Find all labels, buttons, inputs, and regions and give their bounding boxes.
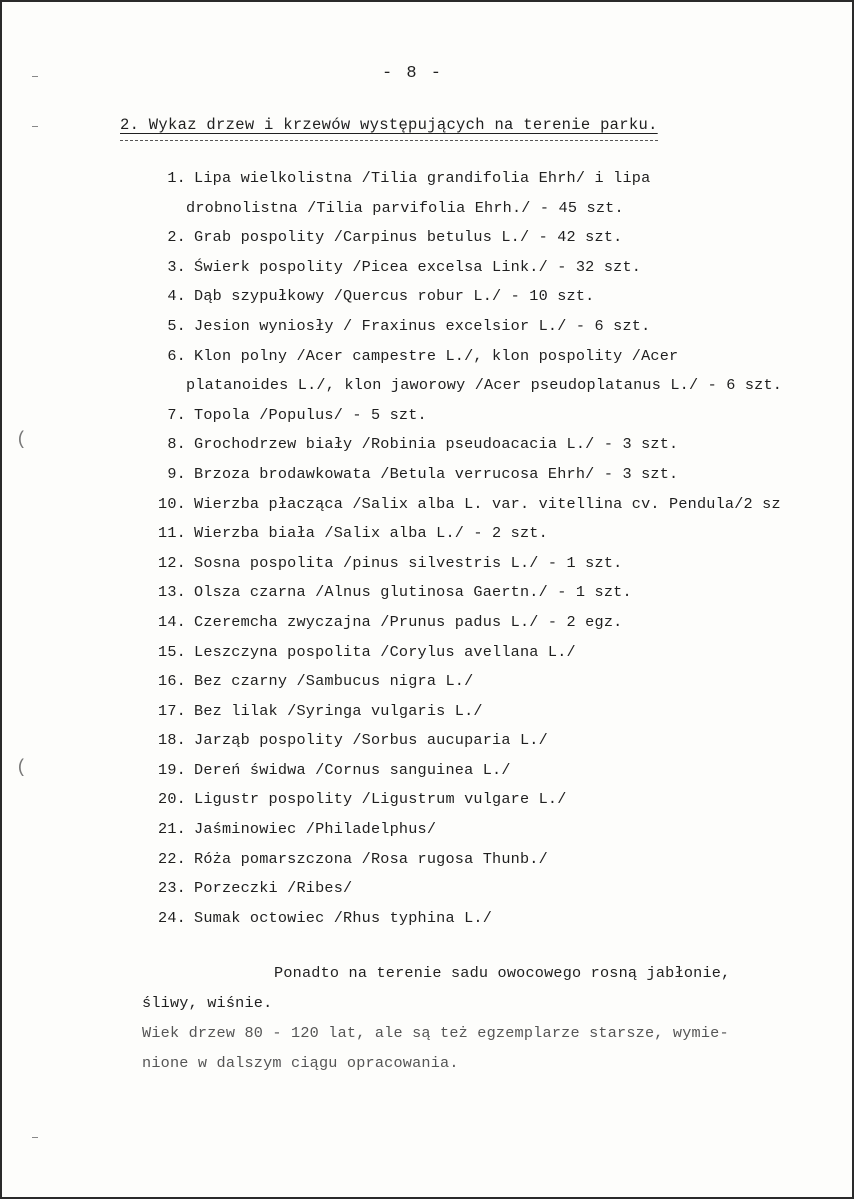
list-item xyxy=(142,519,852,549)
species-list xyxy=(142,164,852,933)
item-number: 10. xyxy=(158,494,186,513)
margin-tick xyxy=(32,76,38,77)
list-item-continuation: platanoides L./, klon jaworowy /Acer pseudoplatanus L./ - 6 szt. xyxy=(186,376,783,395)
list-item xyxy=(142,608,852,638)
item-text: Dereń świdwa /Cornus sanguinea L./ xyxy=(194,760,511,779)
closing-paragraph xyxy=(142,958,822,1078)
item-number: 22. xyxy=(158,849,186,868)
list-item xyxy=(142,726,852,756)
list-item xyxy=(142,697,852,727)
item-text: Bez lilak /Syringa vulgaris L./ xyxy=(194,701,483,720)
item-text: Bez czarny /Sambucus nigra L./ xyxy=(194,672,474,691)
list-item xyxy=(142,312,852,342)
margin-tick xyxy=(32,126,38,127)
item-text: Czeremcha zwyczajna /Prunus padus L./ - 2 egz. xyxy=(194,612,623,631)
item-number: 24. xyxy=(158,908,186,927)
list-item xyxy=(142,904,852,934)
item-number: 13. xyxy=(158,583,186,602)
list-item xyxy=(142,253,852,283)
item-number: 15. xyxy=(158,642,186,661)
section-title: 2. Wykaz drzew i krzewów występujących na terenie parku. xyxy=(120,116,658,141)
item-text: Brzoza brodawkowata /Betula verrucosa Ehrh/ - 3 szt. xyxy=(194,464,679,483)
item-number: 12. xyxy=(158,553,186,572)
list-item xyxy=(142,401,852,431)
item-text: Róża pomarszczona /Rosa rugosa Thunb./ xyxy=(194,849,548,868)
punch-hole-mark: ( xyxy=(16,758,27,778)
item-text: Jesion wyniosły / Fraxinus excelsior L./ - 6 szt. xyxy=(194,316,651,335)
item-number: 7. xyxy=(167,405,186,424)
item-number: 2. xyxy=(167,228,186,247)
item-number: 23. xyxy=(158,879,186,898)
list-item xyxy=(142,785,852,815)
item-text: Sosna pospolita /pinus silvestris L./ - 1 szt. xyxy=(194,553,623,572)
list-item xyxy=(142,342,852,372)
page-number: - 8 - xyxy=(382,64,444,83)
list-item xyxy=(142,460,852,490)
item-text: Jaśminowiec /Philadelphus/ xyxy=(194,820,437,839)
item-text: Olsza czarna /Alnus glutinosa Gaertn./ - 1 szt. xyxy=(194,583,632,602)
list-item xyxy=(142,874,852,904)
item-number: 19. xyxy=(158,760,186,779)
list-item xyxy=(142,164,852,194)
item-text: Wierzba biała /Salix alba L./ - 2 szt. xyxy=(194,524,548,543)
list-item xyxy=(142,282,852,312)
item-text: Jarząb pospolity /Sorbus aucuparia L./ xyxy=(194,731,548,750)
list-item xyxy=(142,638,852,668)
paragraph-line: śliwy, wiśnie. xyxy=(142,994,273,1012)
item-number: 3. xyxy=(167,257,186,276)
item-number: 6. xyxy=(167,346,186,365)
item-number: 20. xyxy=(158,790,186,809)
list-item xyxy=(142,756,852,786)
item-text: Leszczyna pospolita /Corylus avellana L./ xyxy=(194,642,576,661)
item-text: Grab pospolity /Carpinus betulus L./ - 42 szt. xyxy=(194,228,623,247)
item-text: Świerk pospolity /Picea excelsa Link./ - 32 szt. xyxy=(194,257,642,276)
item-text: Wierzba płacząca /Salix alba L. var. vitellina cv. Pendula/2 sz xyxy=(194,494,781,513)
item-text: Ligustr pospolity /Ligustrum vulgare L./ xyxy=(194,790,567,809)
list-item-continuation: drobnolistna /Tilia parvifolia Ehrh./ - 45 szt. xyxy=(186,198,624,217)
item-text: Porzeczki /Ribes/ xyxy=(194,879,353,898)
list-item xyxy=(142,223,852,253)
list-item xyxy=(142,578,852,608)
item-number: 16. xyxy=(158,672,186,691)
paragraph-line: nione w dalszym ciągu opracowania. xyxy=(142,1054,459,1072)
paragraph-line: Ponadto na terenie sadu owocowego rosną jabłonie, xyxy=(274,964,731,982)
item-text: Dąb szypułkowy /Quercus robur L./ - 10 szt. xyxy=(194,287,595,306)
item-number: 14. xyxy=(158,612,186,631)
item-number: 21. xyxy=(158,820,186,839)
item-number: 5. xyxy=(167,316,186,335)
item-text: Lipa wielkolistna /Tilia grandifolia Ehrh/ i lipa xyxy=(194,169,651,187)
item-number: 9. xyxy=(167,464,186,483)
list-item xyxy=(142,815,852,845)
item-text: Grochodrzew biały /Robinia pseudoacacia L./ - 3 szt. xyxy=(194,435,679,454)
item-number: 17. xyxy=(158,701,186,720)
margin-tick xyxy=(32,1137,38,1138)
list-item xyxy=(142,430,852,460)
item-number: 4. xyxy=(167,287,186,306)
item-text: Topola /Populus/ - 5 szt. xyxy=(194,405,427,424)
item-number: 8. xyxy=(167,435,186,454)
list-item xyxy=(142,490,852,520)
item-number: 18. xyxy=(158,731,186,750)
item-number: 1. xyxy=(167,169,186,187)
item-number: 11. xyxy=(158,524,186,543)
item-text: Sumak octowiec /Rhus typhina L./ xyxy=(194,908,493,927)
list-item xyxy=(142,549,852,579)
punch-hole-mark: ( xyxy=(16,430,27,450)
list-item xyxy=(142,667,852,697)
paragraph-line: Wiek drzew 80 - 120 lat, ale są też egzemplarze starsze, wymie- xyxy=(142,1024,729,1042)
list-item xyxy=(142,845,852,875)
item-text: Klon polny /Acer campestre L./, klon pospolity /Acer xyxy=(194,346,679,365)
